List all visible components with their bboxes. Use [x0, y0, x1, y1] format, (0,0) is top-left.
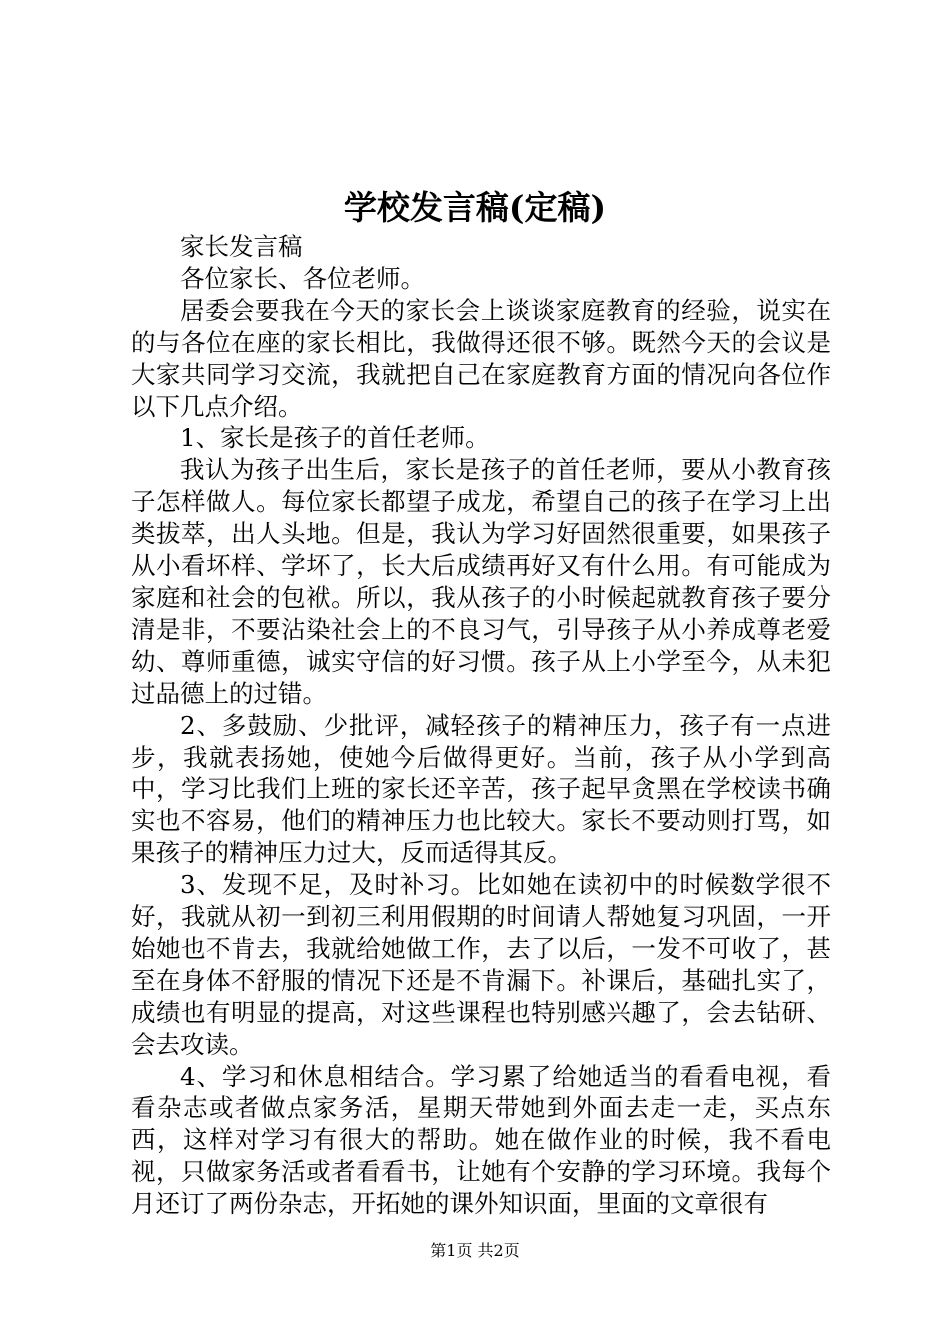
paragraph-point-2: 2、多鼓励、少批评，减轻孩子的精神压力，孩子有一点进步，我就表扬她，使她今后做得更好。当前，孩子从小学到高中，学习比我们上班的家长还辛苦，孩子起早贪黑在学校读书确实也不容易，他们的精神压力也比较大。家长不要动则打骂，如果孩子的精神压力过大，反而适得其反。	[131, 710, 831, 868]
paragraph-heading: 家长发言稿	[180, 232, 303, 261]
paragraph-intro: 居委会要我在今天的家长会上谈谈家庭教育的经验，说实在的与各位在座的家长相比，我做得还很不够。既然今天的会议是大家共同学习交流，我就把自己在家庭教育方面的情况向各位作以下几点介绍。	[131, 295, 831, 421]
paragraph-salutation: 各位家长、各位老师。	[180, 263, 425, 293]
page-number-footer: 第1页 共2页	[430, 1241, 520, 1260]
paragraph-point-4: 4、学习和休息相结合。学习累了给她适当的看看电视，看看杂志或者做点家务活，星期天带她到外面去走一走，买点东西，这样对学习有很大的帮助。她在做作业的时候，我不看电视，只做家务活或者看看书，让她有个安静的学习环境。我每个月还订了两份杂志，开拓她的课外知识面，里面的文章很有	[131, 1061, 831, 1219]
paragraph-point-3: 3、发现不足，及时补习。比如她在读初中的时候数学很不好，我就从初一到初三利用假期的时间请人帮她复习巩固，一开始她也不肯去，我就给她做工作，去了以后，一发不可收了，甚至在身体不舒服的情况下还是不肯漏下。补课后，基础扎实了，成绩也有明显的提高，对这些课程也特别感兴趣了，会去钻研、会去攻读。	[131, 870, 831, 1059]
paragraph-point-1-body: 我认为孩子出生后，家长是孩子的首任老师，要从小教育孩子怎样做人。每位家长都望子成龙，希望自己的孩子在学习上出类拔萃，出人头地。但是，我认为学习好固然很重要，如果孩子从小看坏样、学坏了，长大后成绩再好又有什么用。有可能成为家庭和社会的包袱。所以，我从孩子的小时候起就教育孩子要分清是非，不要沾染社会上的不良习气，引导孩子从小养成尊老爱幼、尊师重德，诚实守信的好习惯。孩子从上小学至今，从未犯过品德上的过错。	[131, 455, 831, 708]
document-title: 学校发言稿(定稿)	[343, 188, 607, 227]
paragraph-point-1-title: 1、家长是孩子的首任老师。	[180, 423, 490, 453]
document-body	[131, 231, 831, 1220]
